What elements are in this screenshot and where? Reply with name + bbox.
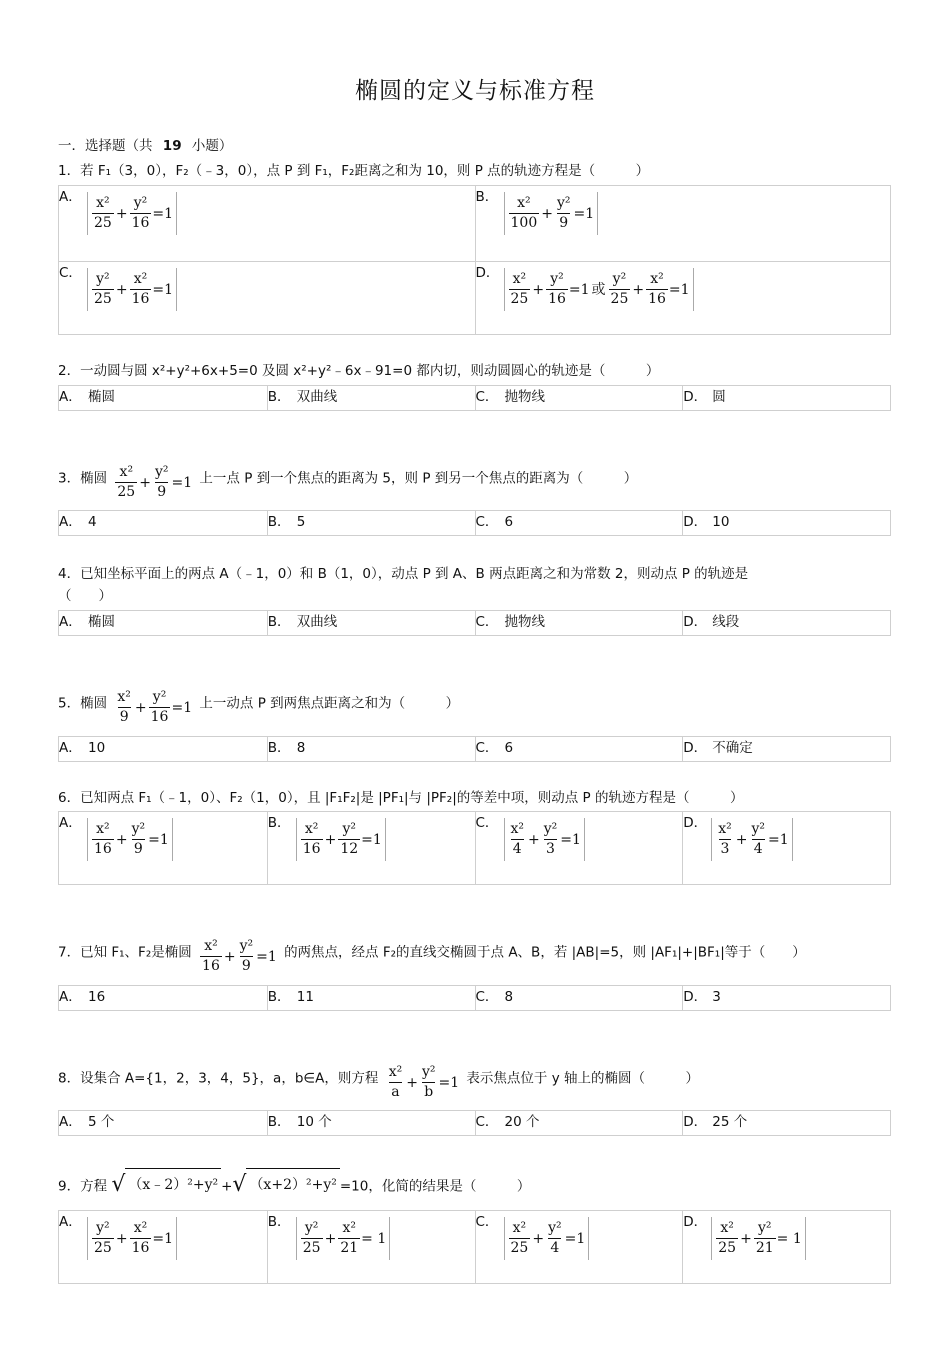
formula: $\frac{\text{x²}}{16}$ + $\frac{\text{y²}}{9}$ =1 xyxy=(196,931,280,983)
formula: $\frac{\text{y²}}{25}$ + $\frac{\text{x²}}{16}$ =1 xyxy=(87,268,177,311)
option-d[interactable]: D． 25 个 xyxy=(682,1111,890,1135)
option-b[interactable]: B． 双曲线 xyxy=(267,611,475,635)
option-c[interactable]: C． 8 xyxy=(475,986,683,1010)
section-suffix: 小题） xyxy=(191,138,233,154)
option-b[interactable]: B． 8 xyxy=(267,737,475,761)
option-b[interactable]: B． 5 xyxy=(267,511,475,535)
option-b[interactable] xyxy=(475,186,891,261)
question-8-stem: 8．设集合 A={1，2，3，4，5}，a，b∈A，则方程 $\frac{\text{x²}}{a}$ + $\frac{\text{y²}}{b}$ =1 表示焦点位于 y 轴上的椭圆（ ） xyxy=(58,1048,699,1109)
section-count: 19 xyxy=(162,138,182,154)
option-b[interactable]: B． $\frac{\text{x²}}{16}$ + $\frac{\text{y²}}{12}$ =1 xyxy=(267,812,475,884)
section-prefix: 一．选择题（共 xyxy=(58,138,153,154)
formula: $\frac{\text{x²}}{25}$ + $\frac{\text{y²}}{16}$ =1 xyxy=(87,192,177,235)
question-6-options xyxy=(58,811,891,885)
formula: $\frac{\text{x²}}{25}$ + $\frac{\text{y²}}{16}$ =1 或 $\frac{\text{y²}}{25}$ + $\frac{\text{x²}}{16}$ =1 xyxy=(504,268,694,311)
formula: $\frac{\text{x²}}{4}$ + $\frac{\text{y²}}{3}$ =1 xyxy=(504,818,585,861)
option-label: A． xyxy=(59,189,82,205)
option-a[interactable]: A． 椭圆 xyxy=(59,389,115,405)
option-b[interactable]: B． 10 个 xyxy=(267,1111,475,1135)
question-4-stem-cont: （ ） xyxy=(58,588,112,604)
radical-2: √ （x+2）²+y² xyxy=(232,1168,339,1201)
formula: $\frac{\text{x²}}{16}$ + $\frac{\text{y²}}{9}$ =1 xyxy=(87,818,173,861)
question-8-options xyxy=(58,1110,891,1136)
question-6-stem: 6．已知两点 F₁（﹣1，0）、F₂（1，0），且 |F₁F₂|是 |PF₁|与 |PF₂|的等差中项，则动点 P 的轨迹方程是（ ） xyxy=(58,790,744,806)
formula: $\frac{\text{y²}}{25}$ + $\frac{\text{x²}}{16}$ =1 xyxy=(87,1217,177,1260)
option-d[interactable]: D． $\frac{\text{x²}}{3}$ + $\frac{\text{y²}}{4}$ =1 xyxy=(682,812,890,884)
question-5-stem: 5．椭圆 $\frac{\text{x²}}{9}$ + $\frac{\text{y²}}{16}$ =1 上一动点 P 到两焦点距离之和为（ ） xyxy=(58,673,459,734)
option-d[interactable]: D． 不确定 xyxy=(682,737,890,761)
option-b[interactable]: B． 双曲线 xyxy=(267,386,475,410)
option-c[interactable]: C． 6 xyxy=(475,737,683,761)
question-3-options xyxy=(58,510,891,536)
option-a[interactable]: A． 椭圆 xyxy=(59,614,115,630)
option-a[interactable] xyxy=(59,186,475,261)
formula: $\frac{\text{x²}}{9}$ + $\frac{\text{y²}}{16}$ =1 xyxy=(111,682,195,734)
option-label: C． xyxy=(59,265,82,281)
formula: $\frac{\text{x²}}{3}$ + $\frac{\text{y²}}{4}$ =1 xyxy=(711,818,792,861)
option-a[interactable]: A． 5 个 xyxy=(59,1114,115,1130)
formula: $\frac{\text{y²}}{25}$ + $\frac{\text{x²}}{21}$ = 1 xyxy=(296,1217,390,1260)
question-3-stem: 3．椭圆 $\frac{\text{x²}}{25}$ + $\frac{\text{y²}}{9}$ =1 上一点 P 到一个焦点的距离为 5，则 P 到另一个焦点的距离为（ ） xyxy=(58,448,637,509)
radical-1: √ （x﹣2）²+y² xyxy=(111,1168,221,1201)
option-c[interactable]: C． $\frac{\text{x²}}{4}$ + $\frac{\text{y²}}{3}$ =1 xyxy=(475,812,683,884)
option-a[interactable]: A． $\frac{\text{y²}}{25}$ + $\frac{\text{x²}}{16}$ =1 xyxy=(59,1211,267,1283)
option-b[interactable]: B． 11 xyxy=(267,986,475,1010)
option-d[interactable]: D． $\frac{\text{x²}}{25}$ + $\frac{\text{y²}}{21}$ = 1 xyxy=(682,1211,890,1283)
option-c[interactable]: C． 6 xyxy=(475,511,683,535)
option-c[interactable]: C． 抛物线 xyxy=(475,386,683,410)
question-5-options xyxy=(58,736,891,762)
option-d[interactable] xyxy=(475,262,891,334)
formula: $\frac{\text{x²}}{a}$ + $\frac{\text{y²}}{b}$ =1 xyxy=(383,1057,462,1109)
option-b[interactable]: B． $\frac{\text{y²}}{25}$ + $\frac{\text{x²}}{21}$ = 1 xyxy=(267,1211,475,1283)
option-d[interactable]: D． 3 xyxy=(682,986,890,1010)
formula: $\frac{\text{x²}}{100}$ + $\frac{\text{y²}}{9}$ =1 xyxy=(504,192,599,235)
question-9-options xyxy=(58,1210,891,1284)
option-c[interactable]: C． 20 个 xyxy=(475,1111,683,1135)
formula: $\frac{\text{x²}}{25}$ + $\frac{\text{y²}}{4}$ =1 xyxy=(504,1217,590,1260)
formula: $\frac{\text{x²}}{16}$ + $\frac{\text{y²}}{12}$ =1 xyxy=(296,818,386,861)
question-4-options xyxy=(58,610,891,636)
option-a[interactable]: A． 4 xyxy=(59,514,97,530)
question-7-options xyxy=(58,985,891,1011)
question-7-stem: 7．已知 F₁、F₂是椭圆 $\frac{\text{x²}}{16}$ + $\frac{\text{y²}}{9}$ =1 的两焦点，经点 F₂的直线交椭圆于点 A、B，若 |AB|=5，则 |AF₁|+|BF₁|等于（ ） xyxy=(58,922,806,983)
question-1-stem: 1．若 F₁（3，0），F₂（﹣3，0），点 P 到 F₁，F₂距离之和为 10，则 P 点的轨迹方程是（ ） xyxy=(58,163,650,179)
formula: $\frac{\text{x²}}{25}$ + $\frac{\text{y²}}{21}$ = 1 xyxy=(711,1217,805,1260)
option-a[interactable]: A． $\frac{\text{x²}}{16}$ + $\frac{\text{y²}}{9}$ =1 xyxy=(59,812,267,884)
option-d[interactable]: D． 圆 xyxy=(682,386,890,410)
option-c[interactable]: C． $\frac{\text{x²}}{25}$ + $\frac{\text{y²}}{4}$ =1 xyxy=(475,1211,683,1283)
option-c[interactable] xyxy=(59,262,475,334)
option-label: D． xyxy=(475,265,500,281)
option-c[interactable]: C． 抛物线 xyxy=(475,611,683,635)
option-label: B． xyxy=(475,189,499,205)
option-d[interactable]: D． 线段 xyxy=(682,611,890,635)
question-9-stem: 9．方程 √ （x﹣2）²+y² + √ （x+2）²+y² =10，化简的结果是（ ） xyxy=(58,1168,530,1203)
question-1-options xyxy=(58,185,891,335)
question-2-stem: 2．一动圆与圆 x²+y²+6x+5=0 及圆 x²+y²﹣6x﹣91=0 都内切，则动圆圆心的轨迹是（ ） xyxy=(58,363,660,379)
question-2-options xyxy=(58,385,891,411)
formula: $\frac{\text{x²}}{25}$ + $\frac{\text{y²}}{9}$ =1 xyxy=(111,457,195,509)
option-d[interactable]: D． 10 xyxy=(682,511,890,535)
option-a[interactable]: A． 10 xyxy=(59,740,106,756)
question-4-stem: 4．已知坐标平面上的两点 A（﹣1，0）和 B（1，0），动点 P 到 A、B 两点距离之和为常数 2，则动点 P 的轨迹是 xyxy=(58,566,749,582)
page-title: 椭圆的定义与标准方程 xyxy=(355,78,595,104)
section-heading xyxy=(58,137,232,155)
option-a[interactable]: A． 16 xyxy=(59,989,106,1005)
